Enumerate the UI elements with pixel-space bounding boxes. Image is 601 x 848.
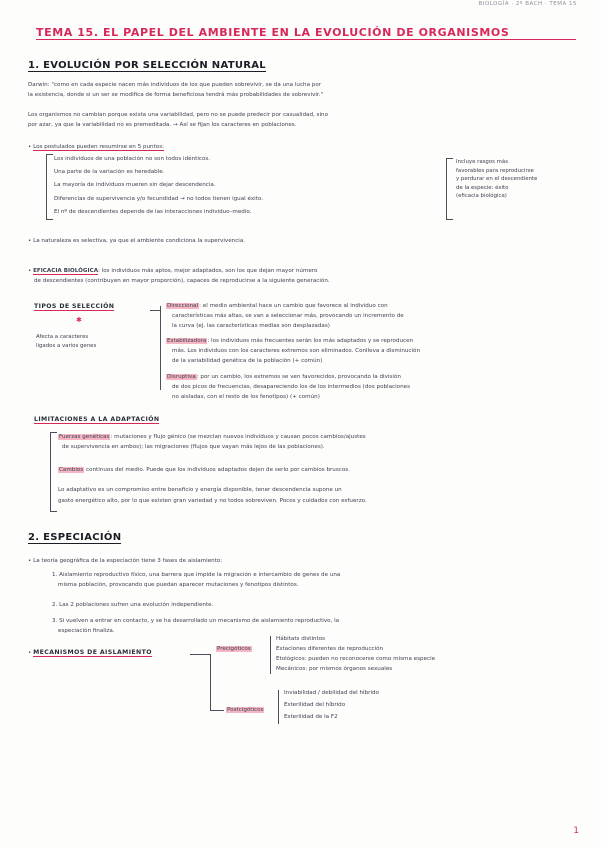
mecanismos-label-row: • MECANISMOS DE AISLAMIENTO <box>28 649 152 656</box>
intro-line-3: Los organismos no cambian porque exista una variabilidad, pero no se puede predecir por casualidad, sino <box>28 112 328 118</box>
nature-selective: • La naturaleza es selectiva, ya que el ambiente condiciona la supervivencia. <box>28 238 246 244</box>
tipo-direccional-name: Direccional <box>167 303 199 309</box>
nature-selective-text: La naturaleza es selectiva, ya que el ambiente condiciona la supervivencia. <box>33 238 246 244</box>
mecanismos-arrow <box>190 654 210 655</box>
postulado-1: Los individuos de una población no son todos idénticos. <box>54 156 211 162</box>
precigoticos-label: Precigóticos <box>217 646 251 652</box>
eficacia-text-1: : los individuos más aptos, mejor adaptados, son los que dejan mayor número <box>98 268 318 274</box>
postulado-2: Una parte de la variación es heredable. <box>54 169 165 175</box>
limitacion-2-text: continuos del medio. Puede que los individuos adaptados dejen de serlo por cambios bruscos. <box>84 467 350 473</box>
side-note-bracket <box>446 158 453 220</box>
postcigoticos-label-row <box>226 705 264 716</box>
limitacion-2-term: Cambios <box>59 467 84 473</box>
limitaciones-bracket <box>50 432 57 512</box>
mecanismos-split <box>210 654 211 710</box>
asterisk-icon: ✱ <box>76 316 82 324</box>
postulado-5: El nº de descendientes depende de las interacciones individuo–medio. <box>54 209 252 215</box>
side-note-line: (eficacia biológica) <box>456 193 507 199</box>
postcigoticos-brace <box>278 690 279 724</box>
intro-line-4: por azar, ya que la variabilidad no es premeditada. → Así se fijan los caracteres en poblaciones. <box>28 122 297 128</box>
tipos-brace <box>160 306 161 390</box>
tipos-side-line: Afecta a caracteres <box>36 334 89 340</box>
limitacion-1-l1 <box>58 432 588 443</box>
tipos-brace-arm <box>150 310 160 311</box>
tipo-direccional-l1 <box>166 301 586 312</box>
precigotico-1: Hábitats distintos <box>276 636 326 642</box>
section-1-heading <box>28 60 266 71</box>
limitaciones-label: LIMITACIONES A LA ADAPTACIÓN <box>34 416 160 423</box>
especiacion-intro-text: La teoría geográfica de la especiación tiene 3 fases de aislamiento: <box>33 558 223 564</box>
tipo-direccional-l2: características más altas, se van a seleccionar más, provocando un incremento de <box>172 313 404 319</box>
tipo-disruptiva-name: Disruptiva <box>167 374 196 380</box>
limitacion-3-text: Lo adaptativo es un compromiso entre beneficio y energía disponible, tener descendencia supone un <box>58 487 342 493</box>
tipo-disruptiva-l1 <box>166 372 586 383</box>
especiacion-intro: • La teoría geográfica de la especiación tiene 3 fases de aislamiento: <box>28 558 223 564</box>
tipo-direccional-text: : el medio ambiental hace un cambio que favorece al individuo con <box>199 303 388 309</box>
precigotico-3: Etológicos: pueden no reconocerse como misma especie <box>276 656 436 662</box>
postulado-4: Diferencias de supervivencia y/o fecundidad → no todos tienen igual éxito. <box>54 196 263 202</box>
tipos-label: TIPOS DE SELECCIÓN <box>34 303 115 310</box>
mecanismos-arm-post <box>210 710 224 711</box>
postulados-bracket <box>46 154 53 220</box>
limitacion-2-l1 <box>58 465 588 476</box>
limitacion-1-l2: de supervivencia en ambos); las migraciones (flujos que vayan más lejos de las poblaciones). <box>62 444 325 450</box>
side-note <box>456 158 586 201</box>
postulado-3: La mayoría de individuos mueren sin dejar descendencia. <box>54 182 216 188</box>
page-number: 1 <box>573 826 579 836</box>
top-note: BIOLOGÍA · 2º BACH · TEMA 15 <box>478 1 577 7</box>
side-note-line: favorables para reproducirse <box>456 167 534 174</box>
fase-line-5: especiación finaliza. <box>58 628 115 634</box>
limitacion-1-term: Fuerzas genéticas <box>59 434 110 440</box>
eficacia-line-1: • EFICACIA BIOLÓGICA: los individuos más aptos, mejor adaptados, son los que dejan mayor número <box>28 268 318 274</box>
postcigoticos-label: Postcigóticos <box>227 707 264 713</box>
postcigotico-2: Esterilidad del híbrido <box>284 702 346 708</box>
page-title: TEMA 15. EL PAPEL DEL AMBIENTE EN LA EVOLUCIÓN DE ORGANISMOS <box>36 26 576 40</box>
section-1-heading-text: 1. EVOLUCIÓN POR SELECCIÓN NATURAL <box>28 60 266 71</box>
side-note-line: de la especie: éxito <box>456 184 509 191</box>
fase-line-3: 2. Las 2 poblaciones sufren una evolución independiente. <box>52 602 214 608</box>
limitacion-1-text: : mutaciones y flujo génico (se mezclan nuevos individuos y causan pocos cambios/ajustes <box>110 434 366 440</box>
tipo-estabilizadora-l1 <box>166 336 586 347</box>
limitacion-3-l2: gasto energético alto, por lo que existen gran variedad y no todos sobreviven. Pocos y cuidados con esfuerzo. <box>58 498 367 504</box>
tipos-side-note <box>36 333 146 350</box>
mecanismos-label: MECANISMOS DE AISLAMIENTO <box>33 649 152 656</box>
tipo-disruptiva-text: : por un cambio, los extremos se ven favorecidos, provocando la división <box>196 374 401 380</box>
side-note-line: y perdurar en el descendiente <box>456 176 538 182</box>
tipo-estabilizadora-text: : los individuos más frecuentes serán los más adaptados y se reproducen <box>207 338 414 344</box>
tipo-direccional-l3: la curva (ej. las características medias son desplazadas) <box>172 323 330 329</box>
tipo-estabilizadora-name: Estabilizadora <box>167 338 207 344</box>
precigotico-2: Estaciones diferentes de reproducción <box>276 646 384 652</box>
tipo-disruptiva-l2: de dos picos de frecuencias, desapareciendo los de los intermedios (dos poblaciones <box>172 384 410 390</box>
fase-line-1: 1. Aislamiento reproductivo físico, una barrera que impide la migración e intercambio de genes de una <box>52 572 341 578</box>
precigotico-4: Mecánicos: por mismos órganos sexuales <box>276 666 393 672</box>
section-2-heading-text: 2. ESPECIACIÓN <box>28 532 122 543</box>
side-note-line: Incluye rasgos más <box>456 159 509 165</box>
tipos-side-line: ligados a varios genes <box>36 342 97 349</box>
tipo-estabilizadora-l3: de la variabilidad genética de la población (+ común) <box>172 358 323 364</box>
intro-line-1: Darwin: "como en cada especie nacen más individuos de los que pueden sobrevivir, se da una lucha por <box>28 82 322 88</box>
fase-line-2: misma población, provocando que puedan aparecer mutaciones y fenotipos distintos. <box>58 582 299 588</box>
precigoticos-brace <box>270 636 271 674</box>
tipo-disruptiva-l3: no aisladas, con el resto de los fenotipos) (+ común) <box>172 394 320 400</box>
fase-line-4: 3. Si vuelven a entrar en contacto, y se ha desarrollado un mecanismo de aislamiento reproductivo, la <box>52 618 340 624</box>
postulados-title: • Los postulados pueden resumirse en 5 puntos: <box>28 144 165 150</box>
postcigotico-1: Inviabilidad / debilidad del híbrido <box>284 690 379 696</box>
section-2-heading <box>28 532 121 543</box>
limitacion-3-l1 <box>58 485 588 496</box>
postcigotico-3: Esterilidad de la F2 <box>284 714 338 720</box>
eficacia-line-2: de descendientes (contribuyen en mayor proporción), capaces de reproducirse a la siguiente generación. <box>34 278 330 284</box>
postulados-title-text: Los postulados pueden resumirse en 5 puntos: <box>33 144 165 150</box>
precigoticos-label-row <box>216 644 252 655</box>
tipo-estabilizadora-l2: más. Los individuos con los caracteres extremos son eliminados. Conlleva a disminución <box>172 348 421 354</box>
eficacia-label: EFICACIA BIOLÓGICA <box>33 268 99 274</box>
intro-line-2: la existencia, donde si un ser se modifica de forma beneficiosa tendrá más probabilidades de sobrevivir." <box>28 92 324 98</box>
